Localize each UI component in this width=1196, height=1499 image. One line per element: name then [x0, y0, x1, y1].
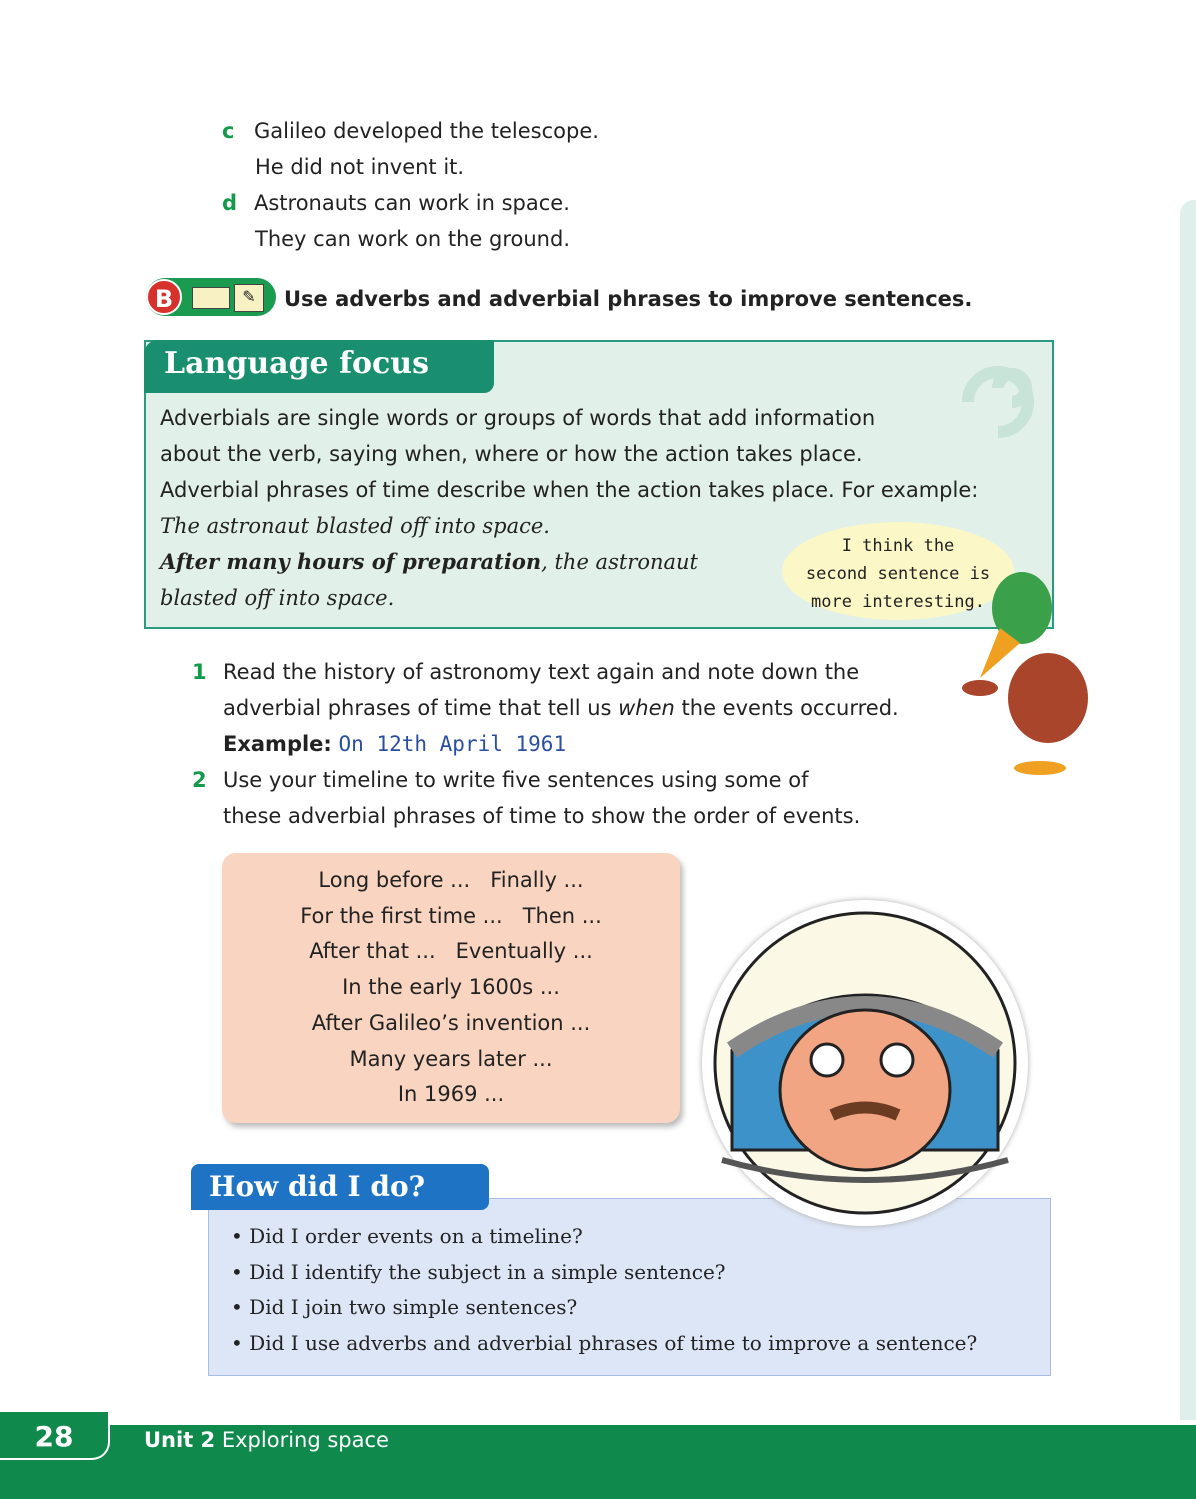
task-text: these adverbial phrases of time to show the order of events. — [223, 804, 861, 828]
task-text: Read the history of astronomy text again and note down the — [223, 660, 860, 684]
phrase: After Galileo’s invention ... — [311, 1010, 591, 1035]
phrase: In 1969 ... — [397, 1082, 505, 1107]
item-letter: c — [222, 119, 235, 143]
phrase: For the first time ... Then ... — [300, 903, 602, 928]
astronaut-icon — [702, 900, 1028, 1226]
phrase: Many years later ... — [349, 1046, 553, 1071]
example-answer: On 12th April 1961 — [338, 732, 567, 756]
page-number: 28 — [0, 1410, 110, 1460]
example-text: blasted off into space. — [160, 586, 395, 610]
paragraph: Adverbials are single words or groups of words that add information — [160, 406, 876, 430]
how-did-i-do-title: How did I do? — [191, 1164, 489, 1210]
item-text: They can work on the ground. — [255, 227, 570, 251]
astronaut-illustration — [702, 900, 1028, 1226]
example-sentence: The astronaut blasted off into space. — [160, 514, 550, 538]
task-text: the events occurred. — [674, 696, 899, 720]
unit-label — [144, 1428, 389, 1452]
item-text: Astronauts can work in space. — [254, 191, 570, 215]
phrase: Long before ... Finally ... — [318, 868, 584, 892]
page-edge-tab — [1180, 200, 1196, 1420]
phrase: After that ... Eventually ... — [309, 939, 593, 964]
section-letter: B — [146, 279, 182, 315]
language-focus-title: Language focus — [144, 340, 494, 393]
example-text: , the astronaut — [541, 550, 698, 574]
phrase-box — [222, 853, 680, 1123]
task-number: 1 — [192, 660, 207, 684]
task-number: 2 — [192, 768, 207, 792]
paragraph: about the verb, saying when, where or how the action takes place. — [160, 442, 863, 466]
item-text: He did not invent it. — [255, 155, 465, 179]
example-bold: After many hours of preparation — [160, 549, 542, 574]
phrase: In the early 1600s ... — [342, 975, 560, 1000]
checklist-item: Did I use adverbs and adverbial phrases of time to improve a sentence? — [249, 1330, 978, 1355]
section-instruction: Use adverbs and adverbial phrases to improve sentences. — [284, 287, 973, 311]
writing-icon: ✎ — [234, 284, 264, 312]
bubble-line: more interesting. — [811, 592, 985, 612]
task-text: adverbial phrases of time that tell us — [223, 696, 619, 720]
unit-title: Exploring space — [221, 1428, 389, 1452]
book-icon — [192, 287, 230, 309]
bubble-line: second sentence is — [805, 564, 991, 584]
task-list — [192, 654, 899, 834]
checklist-item: Did I join two simple sentences? — [249, 1295, 578, 1319]
exercise-c — [222, 113, 599, 257]
checklist: • Did I order events on a timeline? • Did I identify the subject in a simple sentence? • Did I join two simple sentences? • Did I use adverbs and adverbial phrases of time to improve a sentence? — [231, 1224, 978, 1355]
task-text: Use your timeline to write five sentences using some of — [223, 768, 809, 792]
task-emphasis: when — [618, 696, 675, 720]
checklist-item: Did I order events on a timeline? — [249, 1224, 583, 1248]
item-text: Galileo developed the telescope. — [254, 119, 599, 143]
item-letter: d — [222, 191, 238, 215]
duck-character-icon — [960, 548, 1095, 778]
checklist-item: Did I identify the subject in a simple sentence? — [249, 1259, 726, 1284]
bubble-line: I think the — [841, 536, 955, 556]
example-label: Example: — [223, 732, 332, 756]
unit-number: Unit 2 — [144, 1428, 216, 1452]
paragraph: Adverbial phrases of time describe when the action takes place. For example: — [160, 478, 979, 502]
